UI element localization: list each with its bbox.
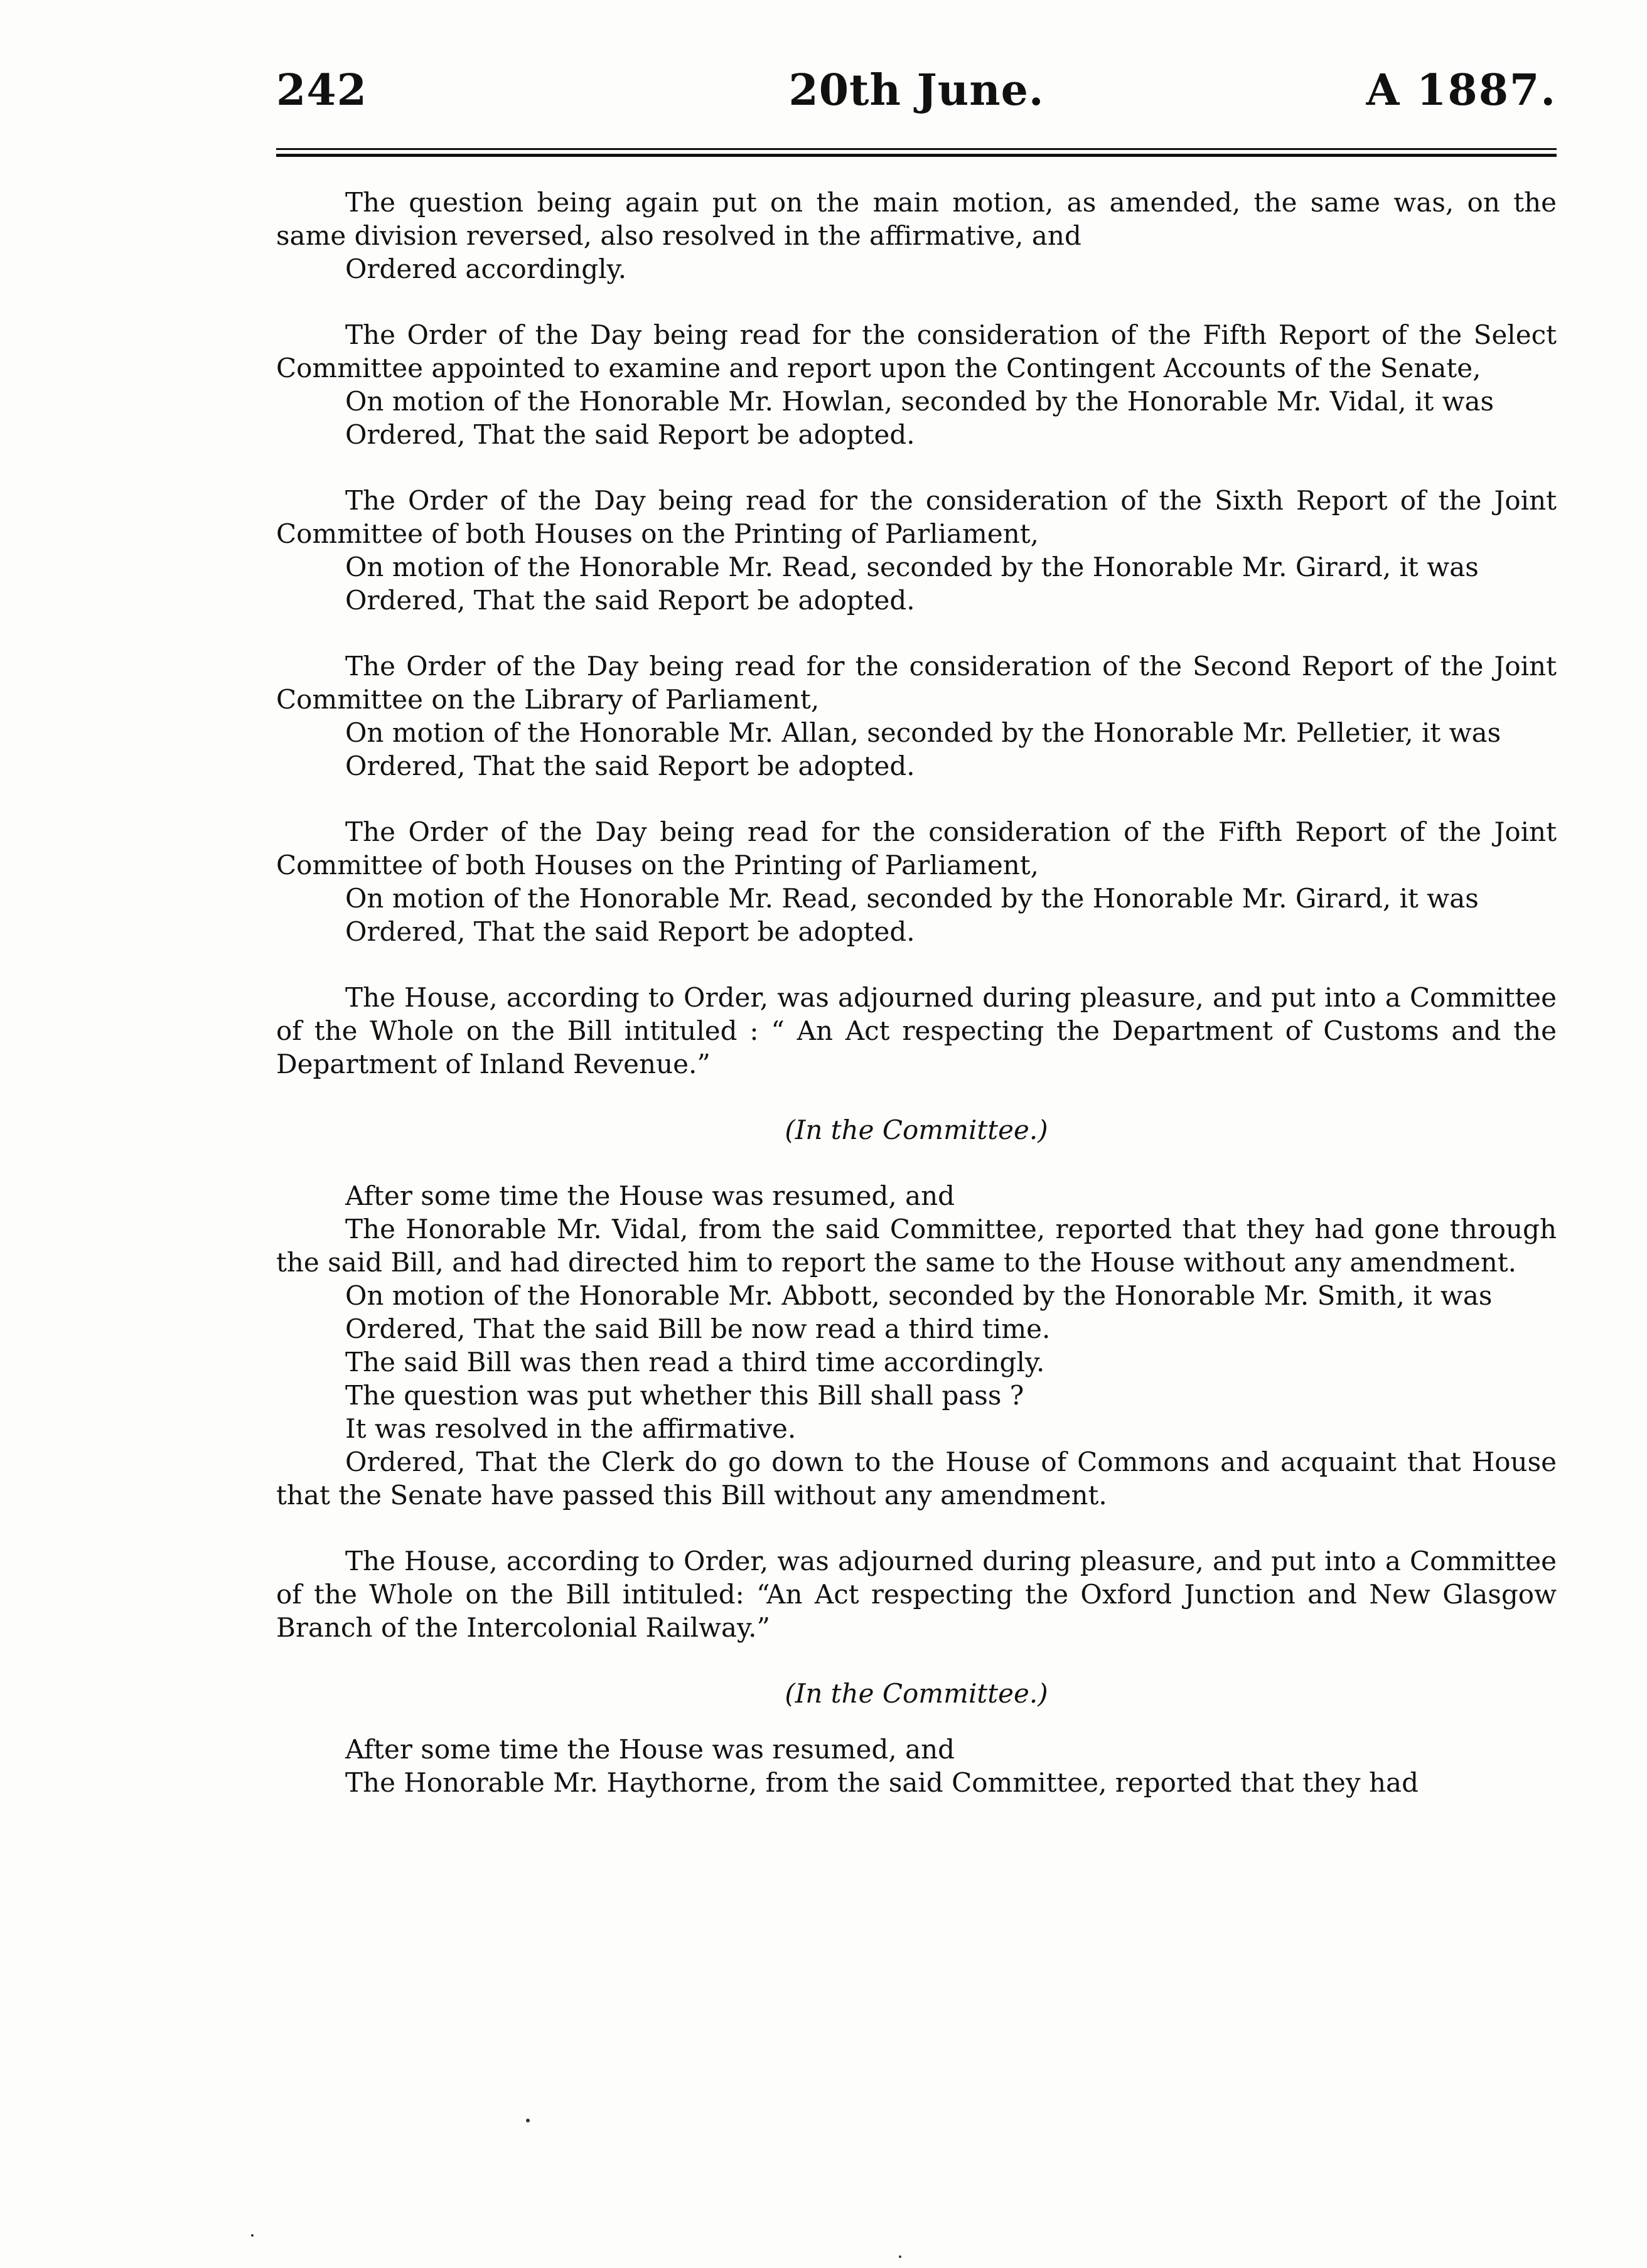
paragraph: On motion of the Honorable Mr. Read, seconded by the Honorable Mr. Girard, it was — [345, 552, 1479, 582]
committee-heading: (In the Committee.) — [785, 1678, 1048, 1709]
page-year: A 1887. — [1366, 65, 1557, 115]
paragraph: The Honorable Mr. Vidal, from the said Committee, reported that they had gone through the said Bill, and had directed him to report the same to the House without any amendment. — [276, 1214, 1557, 1278]
header-rule-thin — [276, 148, 1557, 150]
paragraph: The question being again put on the main motion, as amended, the same was, on the same division reversed, also resolved in the affirmative, and — [276, 187, 1557, 251]
paragraph: The Order of the Day being read for the consideration of the Fifth Report of the Joint Committee of both Houses on the Printing of Parliament, — [276, 816, 1557, 880]
paragraph: After some time the House was resumed, and — [345, 1180, 955, 1211]
paragraph: The Order of the Day being read for the consideration of the Fifth Report of the Select Committee appointed to examine and report upon the Contingent Accounts of the Senate, — [276, 319, 1557, 383]
print-speck — [899, 2255, 901, 2258]
journal-body — [276, 186, 1557, 1799]
paragraph: On motion of the Honorable Mr. Howlan, seconded by the Honorable Mr. Vidal, it was — [345, 386, 1494, 417]
paragraph: Ordered, That the Clerk do go down to the House of Commons and acquaint that House that the Senate have passed this Bill without any amendment. — [276, 1447, 1557, 1511]
paragraph: The Order of the Day being read for the consideration of the Sixth Report of the Joint Committee of both Houses on the Printing of Parliament, — [276, 485, 1557, 549]
paragraph: Ordered accordingly. — [345, 254, 627, 284]
paragraph: Ordered, That the said Report be adopted. — [345, 916, 915, 947]
paragraph: The Order of the Day being read for the consideration of the Second Report of the Joint Committee on the Library of Parliament, — [276, 651, 1557, 715]
committee-heading: (In the Committee.) — [785, 1115, 1048, 1145]
paragraph: The House, according to Order, was adjourned during pleasure, and put into a Committee of the Whole on the Bill intituled : “ An Act respecting the Department of Customs and the Department of Inland Revenue.” — [276, 982, 1557, 1079]
paragraph: The question was put whether this Bill shall pass ? — [345, 1380, 1024, 1411]
page-header — [276, 65, 1557, 134]
paragraph: The House, according to Order, was adjourned during pleasure, and put into a Committee of the Whole on the Bill intituled: “An Act respecting the Oxford Junction and New Glasgow Branch of the Intercolonial Railway.” — [276, 1546, 1557, 1643]
page-date: 20th June. — [788, 65, 1044, 115]
paragraph: After some time the House was resumed, and — [345, 1734, 955, 1765]
page-number: 242 — [276, 65, 367, 115]
paragraph: On motion of the Honorable Mr. Read, seconded by the Honorable Mr. Girard, it was — [345, 883, 1479, 914]
print-speck — [251, 2234, 254, 2237]
paragraph: The Honorable Mr. Haythorne, from the said Committee, reported that they had — [345, 1767, 1419, 1798]
paragraph: On motion of the Honorable Mr. Abbott, seconded by the Honorable Mr. Smith, it was — [345, 1280, 1493, 1311]
paragraph: The said Bill was then read a third time accordingly. — [345, 1347, 1045, 1377]
print-speck — [526, 2119, 530, 2122]
paragraph: On motion of the Honorable Mr. Allan, seconded by the Honorable Mr. Pelletier, it was — [345, 717, 1501, 748]
paragraph: Ordered, That the said Report be adopted. — [345, 585, 915, 616]
header-rule-thick — [276, 154, 1557, 157]
paragraph: Ordered, That the said Bill be now read a third time. — [345, 1313, 1051, 1344]
paragraph: It was resolved in the affirmative. — [345, 1413, 797, 1444]
paragraph: Ordered, That the said Report be adopted. — [345, 751, 915, 781]
paragraph: Ordered, That the said Report be adopted. — [345, 419, 915, 450]
